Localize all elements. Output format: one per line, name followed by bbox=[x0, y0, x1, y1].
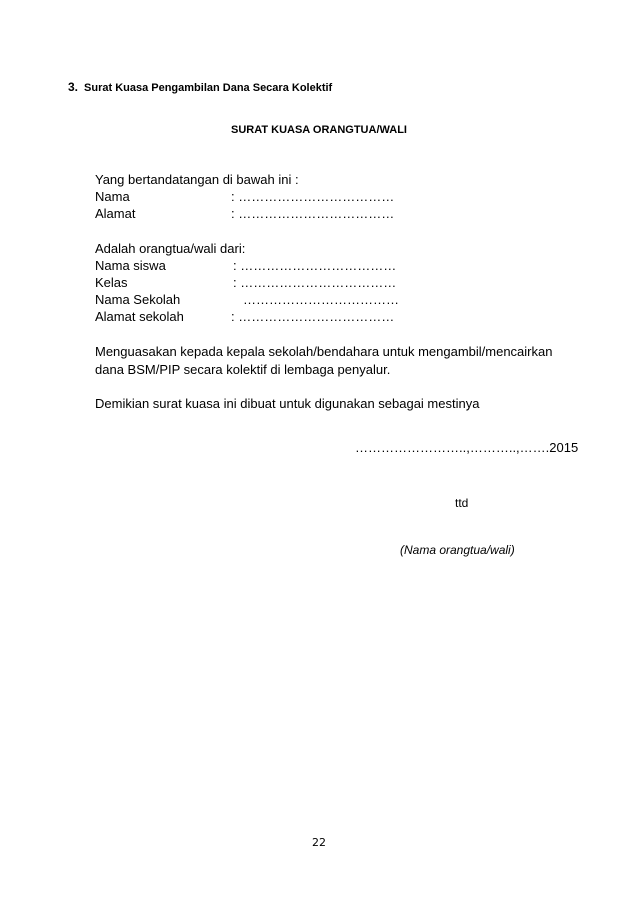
field-value: ……………………………… bbox=[243, 292, 399, 307]
field-value: : ……………………………… bbox=[231, 189, 395, 204]
signature-name: (Nama orangtua/wali) bbox=[400, 543, 515, 557]
field-row-alamat-sekolah bbox=[95, 309, 395, 324]
page-number: 22 bbox=[312, 836, 326, 849]
section-heading bbox=[68, 80, 332, 94]
body-line-1: Menguasakan kepada kepala sekolah/bendahara untuk mengambil/mencairkan bbox=[95, 344, 553, 359]
field-value: : ……………………………… bbox=[231, 309, 395, 324]
field-row-nama-siswa bbox=[95, 258, 397, 273]
field-value: : ……………………………… bbox=[231, 206, 395, 221]
field-label: Kelas bbox=[95, 275, 128, 290]
date-line: ……………………..,………..,…….2015 bbox=[355, 440, 579, 455]
ttd-text: ttd bbox=[455, 496, 469, 510]
body-line-2: dana BSM/PIP secara kolektif di lembaga penyalur. bbox=[95, 362, 391, 377]
field-label: Nama siswa bbox=[95, 258, 166, 273]
letter-title: SURAT KUASA ORANGTUA/WALI bbox=[231, 124, 407, 136]
field-value: : ……………………………… bbox=[233, 275, 397, 290]
field-row-kelas bbox=[95, 275, 397, 290]
field-label: Nama Sekolah bbox=[95, 292, 181, 307]
field-label: Alamat sekolah bbox=[95, 309, 184, 324]
section-number: 3. bbox=[68, 80, 79, 94]
field-label: Nama bbox=[95, 189, 130, 204]
field-row-nama-sekolah bbox=[95, 292, 399, 307]
child-intro-text: Adalah orangtua/wali dari: bbox=[95, 241, 246, 256]
field-row-alamat bbox=[95, 206, 395, 221]
field-value: : ……………………………… bbox=[233, 258, 397, 273]
closing-text: Demikian surat kuasa ini dibuat untuk digunakan sebagai mestinya bbox=[95, 396, 480, 411]
field-row-nama bbox=[95, 189, 395, 204]
section-heading-text: Surat Kuasa Pengambilan Dana Secara Kolektif bbox=[84, 82, 333, 94]
intro-text: Yang bertandatangan di bawah ini : bbox=[95, 172, 299, 187]
field-label: Alamat bbox=[95, 206, 136, 221]
